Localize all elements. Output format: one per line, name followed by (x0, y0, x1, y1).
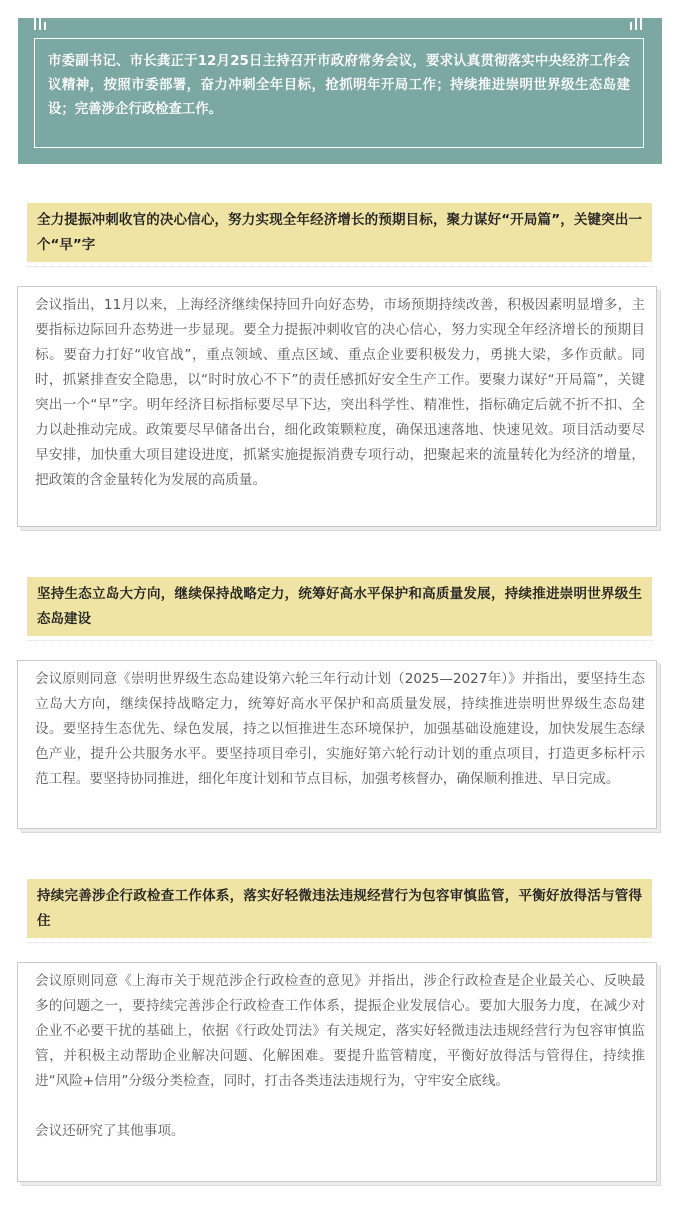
body-paragraph: 会议还研究了其他事项。 (35, 1123, 185, 1139)
section-body (17, 962, 657, 1182)
section-heading-text: 全力提振冲刺收官的决心信心，努力实现全年经济增长的预期目标，聚力谋好“开局篇”，关键突出一个“早”字 (37, 212, 642, 253)
section-heading-text: 坚持生态立岛大方向，继续保持战略定力，统筹好高水平保护和高质量发展，持续推进崇明世界级生态岛建设 (37, 586, 642, 627)
intro-banner (18, 18, 662, 164)
body-paragraph: 会议原则同意《崇明世界级生态岛建设第六轮三年行动计划（2025—2027年）》并指出，要坚持生态立岛大方向，继续保持战略定力，统筹好高水平保护和高质量发展，持续推进崇明世界级生态岛建设。要坚持生态优先、绿色发展，持之以恒推进生态环境保护，加强基础设施建设，加快发展生态绿色产业，提升公共服务水平。要坚持项目牵引，实施好第六轮行动计划的重点项目，打造更多标杆示范工程。要坚持协同推进，细化年度计划和节点目标，加强考核督办，确保顺利推进、早日完成。 (35, 671, 645, 787)
intro-frame (34, 38, 644, 148)
banner-tick-decoration (635, 16, 637, 30)
banner-tick-decoration (39, 16, 41, 30)
banner-tick-decoration (630, 22, 632, 30)
banner-tick-decoration (44, 22, 46, 30)
body-paragraph: 会议指出，11月以来，上海经济继续保持回升向好态势，市场预期持续改善，积极因素明显增多，主要指标边际回升态势进一步显现。要全力提振冲刺收官的决心信心，努力实现全年经济增长的预期目标。要奋力打好“收官战”，重点领域、重点区域、重点企业要积极发力，勇挑大梁，多作贡献。同时，抓紧排查安全隐患，以“时时放心不下”的责任感抓好安全生产工作。要聚力谋好“开局篇”，关键突出一个“早”字。明年经济目标指标要尽早下达，突出科学性、精准性，指标确定后就不折不扣、全力以赴推动完成。政策要尽早储备出台，细化政策颗粒度，确保迅速落地、快速见效。项目活动要尽早安排，加快重大项目建设进度，抓紧实施提振消费专项行动，把聚起来的流量转化为经济的增量，把政策的含金量转化为发展的高质量。 (35, 297, 645, 488)
section-heading-text: 持续完善涉企行政检查工作体系，落实好轻微违法违规经营行为包容审慎监管，平衡好放得活与管得住 (37, 888, 642, 929)
section-body (17, 660, 657, 829)
divider (27, 266, 652, 267)
intro-summary: 市委副书记、市长龚正于12月25日主持召开市政府常务会议，要求认真贯彻落实中央经济工作会议精神，按照市委部署，奋力冲刺全年目标，抢抓明年开局工作；持续推进崇明世界级生态岛建设；完善涉企行政检查工作。 (48, 54, 630, 117)
body-paragraph: 会议原则同意《上海市关于规范涉企行政检查的意见》并指出，涉企行政检查是企业最关心、反映最多的问题之一，要持续完善涉企行政检查工作体系，提振企业发展信心。要加大服务力度，在减少对企业不必要干扰的基础上，依据《行政处罚法》有关规定，落实好轻微违法违规经营行为包容审慎监管，并积极主动帮助企业解决问题、化解困难。要提升监管精度，平衡好放得活与管得住，持续推进“风险+信用”分级分类检查，同时，打击各类违法违规行为，守牢安全底线。 (35, 973, 645, 1089)
section-heading (27, 577, 652, 636)
section-heading (27, 879, 652, 938)
divider (27, 640, 652, 641)
banner-tick-decoration (34, 16, 36, 30)
section-heading (27, 203, 652, 262)
section-body (17, 286, 657, 527)
banner-tick-decoration (640, 16, 642, 30)
divider (27, 942, 652, 943)
